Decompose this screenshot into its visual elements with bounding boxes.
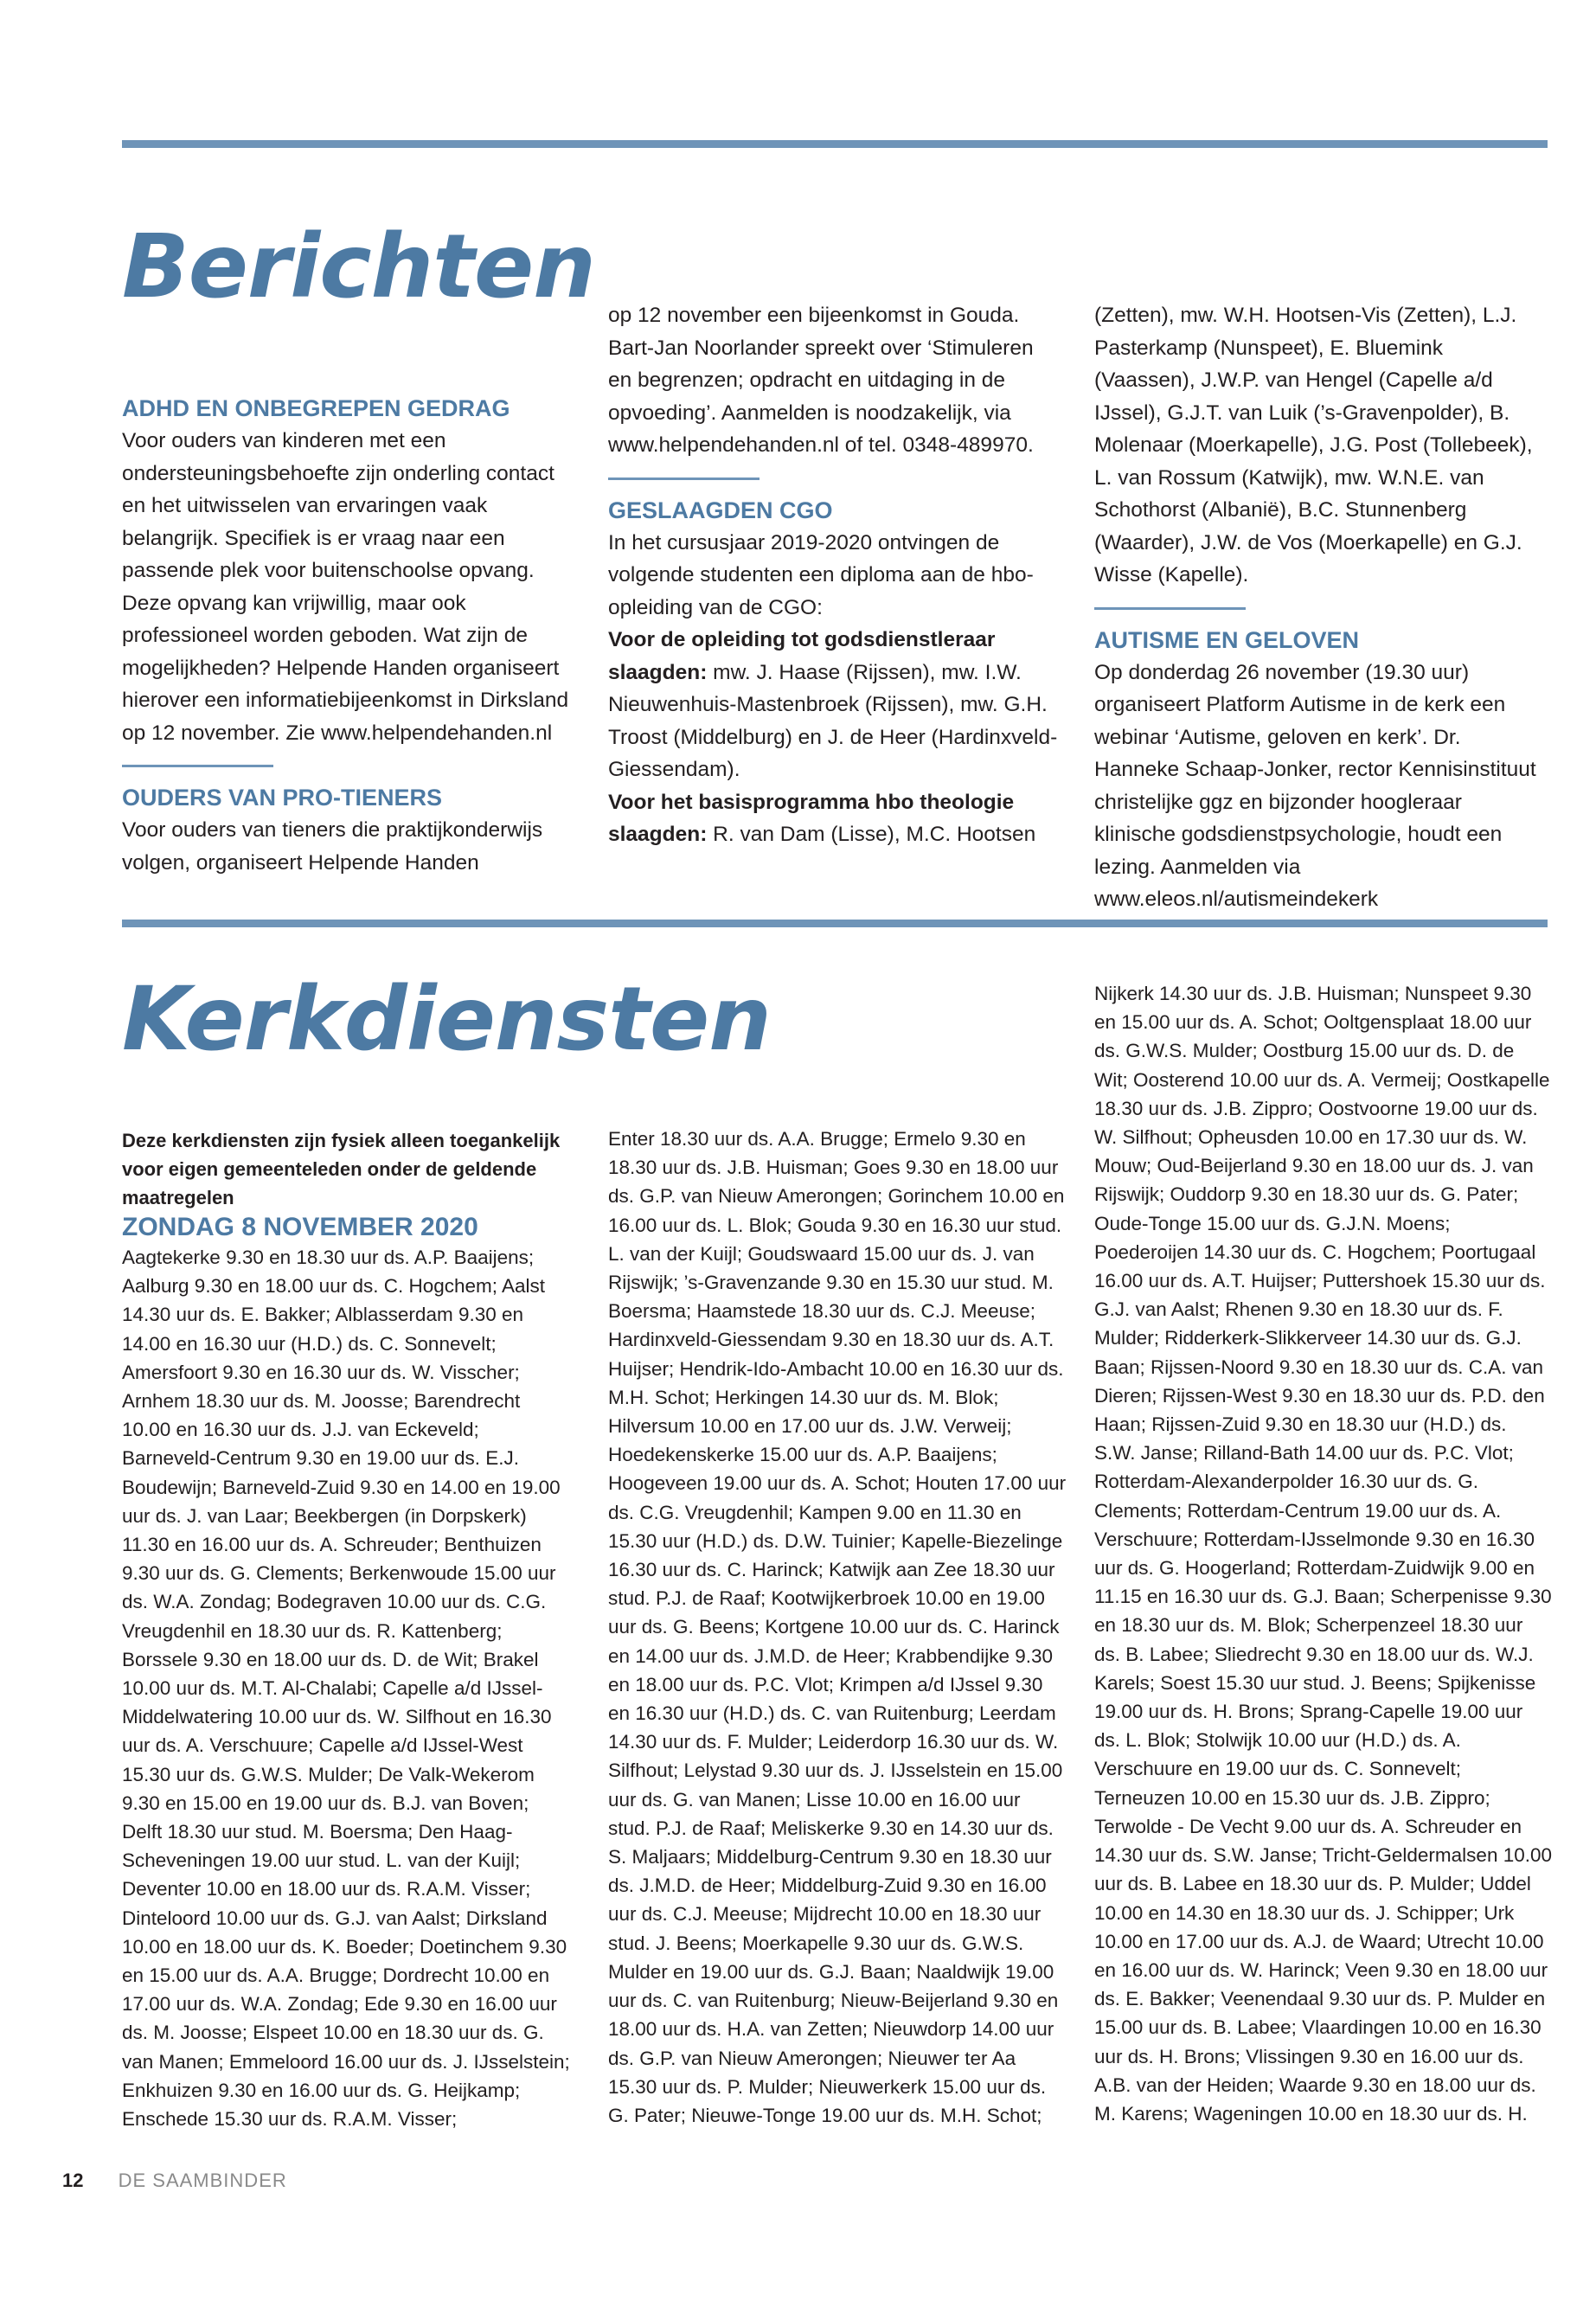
pro-tieners-body-start: Voor ouders van tieners die praktijkonderwijs volgen, organiseert Helpende Handen [122,818,543,875]
autisme-body: Op donderdag 26 november (19.30 uur) organiseert Platform Autisme in de kerk een webinar ‘Autisme, geloven en kerk’. Dr. Hanneke Schaap-Jonker, rector Kennisinstituut christelijke ggz en bijzonder hoogleraar klinische godsdienstpsychologie, houdt een lezing. Aanmelden via www.eleos.nl/autismeindekerk [1094,660,1536,911]
services-list-2: Enter 18.30 uur ds. A.A. Brugge; Ermelo 9.30 en 18.30 uur ds. J.B. Huisman; Goes 9.30 en 18.00 uur ds. G.P. van Nieuw Amerongen; Gorinchem 10.00 en 16.00 uur ds. L. Blok; Gouda 9.30 en 16.30 uur stud. L. van der Kuijl; Goudswaard 15.00 uur ds. J. van Rijswijk; ’s-Gravenzande 9.30 en 15.30 uur stud. M. Boersma; Haamstede 18.30 uur ds. C.J. Meeuse; Hardinxveld-Giessendam 9.30 en 18.30 uur ds. A.T. Huijser; Hendrik-Ido-Ambacht 10.00 en 16.30 uur ds. M.H. Schot; Herkingen 14.30 uur ds. M. Blok; Hilversum 10.00 en 17.00 uur ds. J.W. Verweij; Hoedekenskerke 15.00 uur ds. A.P. Baaijens; Hoogeveen 19.00 uur ds. A. Schot; Houten 17.00 uur ds. C.G. Vreugdenhil; Kampen 9.00 en 11.30 en 15.30 uur (H.D.) ds. D.W. Tuinier; Kapelle-Biezelinge 16.30 uur ds. C. Harinck; Katwijk aan Zee 18.30 uur stud. P.J. de Raaf; Kootwijkerbroek 10.00 en 19.00 uur ds. G. Beens; Kortgene 10.00 uur ds. C. Harinck en 14.00 uur ds. J.M.D. de Heer; Krabbendijke 9.30 en 18.00 uur ds. P.C. Vlot; Krimpen a/d IJssel 9.30 en 16.30 uur (H.D.) ds. C. van Ruitenburg; Leerdam 14.30 uur ds. F. Mulder; Leiderdorp 16.30 uur ds. W. Silfhout; Lelystad 9.30 uur ds. J. IJsselstein en 15.00 uur ds. G. van Manen; Lisse 10.00 en 16.00 uur stud. P.J. de Raaf; Meliskerke 9.30 en 14.30 uur ds. S. Maljaars; Middelburg-Centrum 9.30 en 18.30 uur ds. J.M.D. de Heer; Middelburg-Zuid 9.30 en 16.00 uur ds. C.J. Meeuse; Mijdrecht 10.00 en 18.30 uur stud. J. Beens; Moerkapelle 9.30 uur ds. G.W.S. Mulder en 19.00 uur ds. G.J. Baan; Naaldwijk 19.00 uur ds. C. van Ruitenburg; Nieuw-Beijerland 9.30 en 18.00 uur ds. H.A. van Zetten; Nieuwdorp 14.00 uur ds. G.P. van Nieuw Amerongen; Nieuwer ter Aa 15.30 uur ds. P. Mulder; Nieuwerkerk 15.00 uur ds. G. Pater; Nieuwe-Tonge 19.00 uur ds. M.H. Schot; [608,1128,1067,2126]
article-separator [122,765,273,767]
cgo-group-2-names: R. van Dam (Lisse), M.C. Hootsen [707,823,1036,846]
top-divider-rule [122,140,1548,148]
kerkdiensten-column-3 [1094,979,1553,2128]
publication-name: DE SAAMBINDER [118,2170,287,2191]
services-list-3: Nijkerk 14.30 uur ds. J.B. Huisman; Nunspeet 9.30 en 15.00 uur ds. A. Schot; Ooltgensplaat 18.00 uur ds. G.W.S. Mulder; Oostburg 15.00 uur ds. D. de Wit; Oosterend 10.00 uur ds. A. Vermeij; Oostkapelle 18.30 uur ds. J.B. Zippro; Oostvoorne 19.00 uur ds. W. Silfhout; Opheusden 10.00 en 17.30 uur ds. W. Mouw; Oud-Beijerland 9.30 en 18.00 uur ds. J. van Rijswijk; Ouddorp 9.30 en 18.30 uur ds. G. Pater; Oude-Tonge 15.00 uur ds. G.J.N. Moens; Poederoijen 14.30 uur ds. C. Hogchem; Poortugaal 16.00 uur ds. A.T. Huijser; Puttershoek 15.30 uur ds. G.J. van Aalst; Rhenen 9.30 en 18.30 uur ds. F. Mulder; Ridderkerk-Slikkerveer 14.30 uur ds. G.J. Baan; Rijssen-Noord 9.30 en 18.30 uur ds. C.A. van Dieren; Rijssen-West 9.30 en 18.30 uur ds. P.D. den Haan; Rijssen-Zuid 9.30 en 18.30 uur (H.D.) ds. S.W. Janse; Rilland-Bath 14.00 uur ds. P.C. Vlot; Rotterdam-Alexanderpolder 16.30 uur ds. G. Clements; Rotterdam-Centrum 19.00 uur ds. A. Verschuure; Rotterdam-IJsselmonde 9.30 en 16.30 uur ds. G. Hoogerland; Rotterdam-Zuidwijk 9.00 en 11.15 en 16.30 uur ds. G.J. Baan; Scherpenisse 9.30 en 18.30 uur ds. M. Blok; Scherpenzeel 18.30 uur ds. B. Labee; Sliedrecht 9.30 en 18.00 uur ds. W.J. Karels; Soest 15.30 uur stud. J. Beens; Spijkenisse 19.00 uur ds. H. Brons; Sprang-Capelle 19.00 uur ds. L. Blok; Stolwijk 10.00 uur (H.D.) ds. A. Verschuure en 19.00 uur ds. C. Sonnevelt; Terneuzen 10.00 en 15.30 uur ds. J.B. Zippro; Terwolde - De Vecht 9.00 uur ds. A. Schreuder en 14.30 uur ds. S.W. Janse; Tricht-Geldermalsen 10.00 uur ds. B. Labee en 18.30 uur ds. P. Mulder; Uddel 10.00 en 14.30 en 18.30 uur ds. J. Schipper; Urk 10.00 en 17.00 uur ds. A.J. de Waard; Utrecht 10.00 en 16.00 uur ds. W. Harinck; Veen 9.30 en 18.00 uur ds. E. Bakker; Veenendaal 9.30 uur ds. P. Mulder en 15.00 uur ds. B. Labee; Vlaardingen 10.00 en 16.30 uur ds. H. Brons; Vlissingen 9.30 en 16.00 uur ds. A.B. van der Heiden; Waarde 9.30 en 18.00 uur ds. M. Karens; Wageningen 10.00 en 18.30 uur ds. H. [1094,983,1553,2125]
autisme-heading: AUTISME EN GELOVEN [1094,626,1360,653]
kerkdiensten-column-1 [122,1126,572,2133]
pro-tieners-heading: OUDERS VAN PRO-TIENERS [122,785,443,811]
date-heading: ZONDAG 8 NOVEMBER 2020 [122,1213,478,1241]
page-footer [62,2170,287,2192]
middle-divider-rule [122,920,1548,927]
cgo-intro: In het cursusjaar 2019-2020 ontvingen de volgende studenten een diploma aan de hbo-opleiding van de CGO: [608,530,1034,619]
adhd-heading: ADHD EN ONBEGREPEN GEDRAG [122,395,510,421]
cgo-group-2-continued: (Zetten), mw. W.H. Hootsen-Vis (Zetten), L.J. Pasterkamp (Nunspeet), E. Bluemink (Vaassen), J.W.P. van Hengel (Capelle a/d IJssel), G.J.T. van Luik (’s-Gravenpolder), B. Molenaar (Moerkapelle), J.G. Post (Tollebeek), L. van Rossum (Katwijk), mw. W.N.E. van Schothorst (Albanië), B.C. Stunnenberg (Waarder), J.W. de Vos (Moerkapelle) en G.J. Wisse (Kapelle). [1094,304,1533,586]
article-separator [608,478,760,480]
cgo-group-2-label: Voor het basisprogramma hbo theologie slaagden: [608,790,1015,846]
article-separator [1094,607,1246,610]
page-number: 12 [62,2170,84,2191]
berichten-column-3 [1094,299,1548,916]
berichten-title: Berichten [122,215,595,318]
cgo-group-1 [608,624,1058,786]
cgo-group-2 [608,786,1058,851]
cgo-group-1-label: Voor de opleiding tot godsdienstleraar slaagden: [608,628,996,684]
cgo-group-1-names: mw. J. Haase (Rijssen), mw. I.W. Nieuwenhuis-Mastenbroek (Rijssen), mw. G.H. Troost (Middelburg) en J. de Heer (Hardinxveld-Giessendam). [608,660,1058,781]
pro-tieners-body-continued: op 12 november een bijeenkomst in Gouda. Bart-Jan Noorlander spreekt over ‘Stimuleren en begrenzen; opdracht en uitdaging in de opvoeding’. Aanmelden is noodzakelijk, via www.helpendehanden.nl of tel. 0348-489970. [608,304,1034,457]
kerkdiensten-intro: Deze kerkdiensten zijn fysiek alleen toegankelijk voor eigen gemeenteleden onder de geldende maatregelen [122,1130,561,1208]
services-list-1: Aagtekerke 9.30 en 18.30 uur ds. A.P. Baaijens; Aalburg 9.30 en 18.00 uur ds. C. Hogchem; Aalst 14.30 uur ds. E. Bakker; Alblasserdam 9.30 en 14.00 en 16.30 uur (H.D.) ds. C. Sonnevelt; Amersfoort 9.30 en 16.30 uur ds. W. Visscher; Arnhem 18.30 uur ds. M. Joosse; Barendrecht 10.00 en 16.30 uur ds. J.J. van Eckeveld; Barneveld-Centrum 9.30 en 19.00 uur ds. E.J. Boudewijn; Barneveld-Zuid 9.30 en 14.00 en 19.00 uur ds. J. van Laar; Beekbergen (in Dorpskerk) 11.30 en 16.00 uur ds. A. Schreuder; Benthuizen 9.30 uur ds. G. Clements; Berkenwoude 15.00 uur ds. W.A. Zondag; Bodegraven 10.00 uur ds. C.G. Vreugdenhil en 18.30 uur ds. R. Kattenberg; Borssele 9.30 en 18.00 uur ds. D. de Wit; Brakel 10.00 uur ds. M.T. Al-Chalabi; Capelle a/d IJssel-Middelwatering 10.00 uur ds. W. Silfhout en 16.30 uur ds. A. Verschuure; Capelle a/d IJssel-West 15.30 uur ds. G.W.S. Mulder; De Valk-Wekerom 9.30 en 15.00 en 19.00 uur ds. B.J. van Boven; Delft 18.30 uur stud. M. Boersma; Den Haag-Scheveningen 19.00 uur stud. L. van der Kuijl; Deventer 10.00 en 18.00 uur ds. R.A.M. Visser; Dinteloord 10.00 uur ds. G.J. van Aalst; Dirksland 10.00 en 18.00 uur ds. K. Boeder; Doetinchem 9.30 en 15.00 uur ds. A.A. Brugge; Dordrecht 10.00 en 17.00 uur ds. W.A. Zondag; Ede 9.30 en 16.00 uur ds. M. Joosse; Elspeet 10.00 en 18.30 uur ds. G. van Manen; Emmeloord 16.00 uur ds. J. IJsselstein; Enkhuizen 9.30 en 16.00 uur ds. G. Heijkamp; Enschede 15.30 uur ds. R.A.M. Visser; [122,1247,570,2131]
berichten-column-1 [122,392,572,879]
kerkdiensten-title: Kerkdiensten [122,968,771,1071]
kerkdiensten-column-2 [608,1125,1067,2130]
cgo-heading: GESLAAGDEN CGO [608,497,833,523]
adhd-body: Voor ouders van kinderen met een ondersteuningsbehoefte zijn onderling contact en het uitwisselen van ervaringen vaak belangrijk. Specifiek is er vraag naar een passende plek voor buitenschoolse opvang. Deze opvang kan vrijwillig, maar ook professioneel worden geboden. Wat zijn de mogelijkheden? Helpende Handen organiseert hierover een informatiebijeenkomst in Dirksland op 12 november. Zie www.helpendehanden.nl [122,429,569,745]
berichten-column-2 [608,299,1058,851]
